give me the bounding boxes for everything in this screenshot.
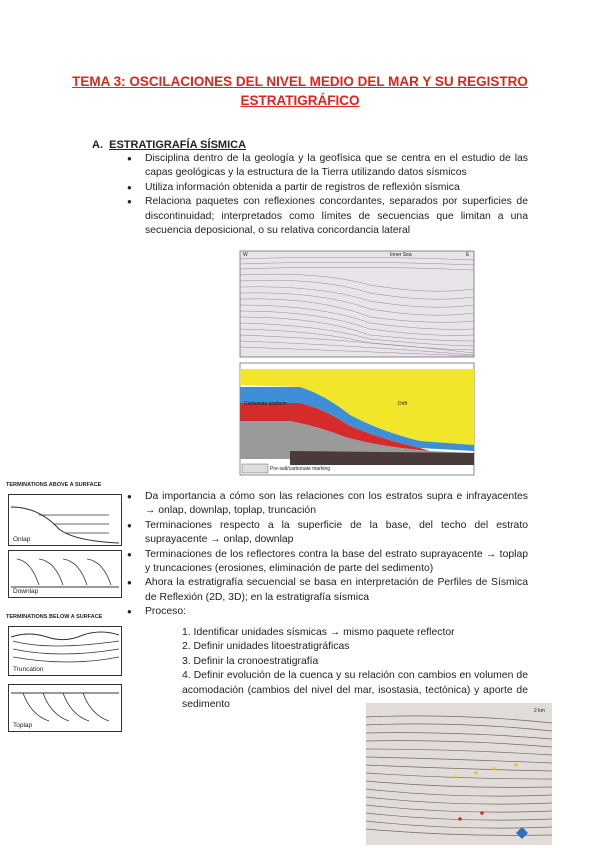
- label-e: E: [466, 252, 470, 258]
- truncation-diagram: [8, 626, 122, 676]
- step-item: 1. Identificar unidades sísmicas → mismo paquete reflector: [182, 627, 455, 638]
- section-letter: A.: [92, 139, 103, 151]
- seismic-figure-svg: [230, 245, 478, 477]
- page-title: TEMA 3: OSCILACIONES DEL NIVEL MEDIO DEL MAR Y SU REGISTRO ESTRATIGRÁFICO: [72, 74, 528, 108]
- label-w: W: [243, 252, 248, 258]
- list-item: ● Relaciona paquetes con reflexiones concordantes, separados por superficies de discontinuidad; interpretados como límites de secuencias que limitan a una secuencia deposicional, o su relativa concordancia lateral: [130, 195, 528, 238]
- list-item: ● Ahora la estratigrafía secuencial se basa en interpretación de Perfiles de Sísmica de Reflexión (2D, 3D); en la estratigrafía sísmica: [130, 576, 528, 605]
- seismic-figure: [230, 245, 478, 477]
- label-carbonate-platform: Carbonate platform: [244, 401, 287, 407]
- label-inner-sea: Inner Sea: [390, 252, 412, 258]
- label-pre-salt: Pre-salt/carbonate marking: [270, 466, 331, 472]
- step-item: 4. Definir evolución de la cuenca y su relación con cambios en volumen de acomodación (cambios del nivel del mar, isostasia, tectónica) y aporte de sedimento: [182, 670, 528, 711]
- section-heading: [92, 139, 246, 151]
- toplap-label: Toplap: [13, 722, 33, 729]
- bottom-seismic-image: [366, 703, 552, 845]
- bullet-list-mid: [130, 490, 528, 620]
- process-steps: [182, 626, 528, 712]
- step-item: 2. Definir unidades litoestratigráficas: [182, 641, 350, 653]
- onlap-diagram: [8, 494, 122, 546]
- toplap-diagram: [8, 684, 122, 732]
- scale-label: 2 km: [534, 708, 545, 714]
- list-item: ● Terminaciones de los reflectores contra la base del estrato suprayacente → toplap y truncaciones (erosiones, eliminación de parte del sedimento): [130, 548, 528, 577]
- legend-block: [242, 464, 268, 473]
- list-item: ● Disciplina dentro de la geología y la geofísica que se centra en el estudio de las capas geológicas y la estructura de la Tierra utilizando datos sísmicos: [130, 152, 528, 181]
- list-item: ● Proceso:: [130, 605, 528, 619]
- step-item: 3. Definir la cronoestratigrafía: [182, 655, 319, 667]
- list-item: ● Da importancia a cómo son las relaciones con los estratos supra e infrayacentes → onlap, downlap, toplap, truncación: [130, 490, 528, 519]
- onlap-label: Onlap: [13, 536, 31, 543]
- downlap-diagram: [8, 550, 122, 598]
- raw-seismic-panel: [240, 251, 474, 357]
- list-item: ● Utiliza información obtenida a partir de registros de reflexión sísmica: [130, 181, 528, 195]
- terminations-below-title: TERMINATIONS BELOW A SURFACE: [6, 614, 103, 620]
- downlap-label: Downlap: [13, 588, 39, 595]
- interpreted-panel: [240, 363, 474, 475]
- salt-unit: [290, 451, 474, 465]
- label-drift: Drift: [398, 401, 408, 407]
- list-item: ● Terminaciones respecto a la superficie de la base, del techo del estrato suprayacente → onlap, downlap: [130, 519, 528, 548]
- bullet-list-top: [130, 152, 528, 238]
- truncation-label: Truncation: [13, 666, 44, 673]
- terminations-above-title: TERMINATIONS ABOVE A SURFACE: [6, 482, 102, 488]
- section-title: ESTRATIGRAFÍA SÍSMICA: [109, 139, 247, 151]
- bottom-seismic-svg: [366, 703, 552, 845]
